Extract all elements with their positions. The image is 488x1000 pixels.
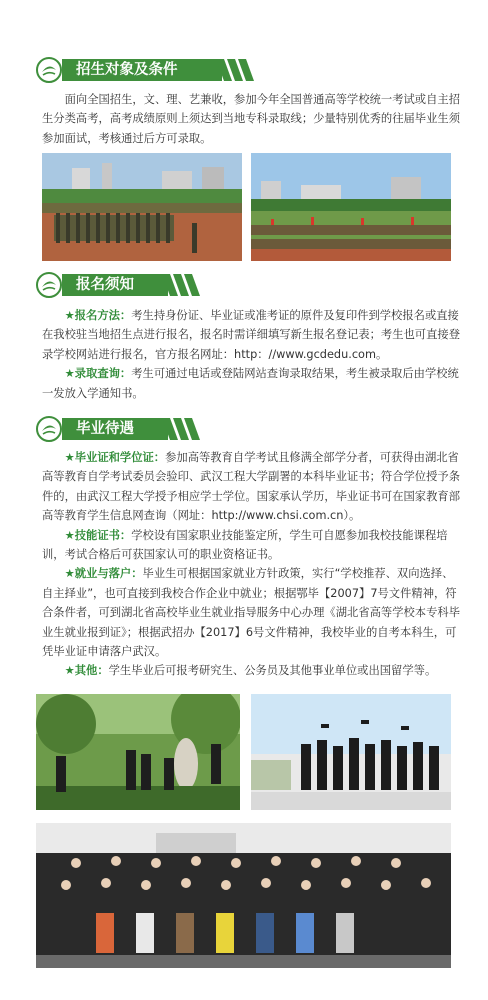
decorative-stripes: [216, 59, 256, 81]
admission-body: 面向全国招生，文、理、艺兼收，参加今年全国普通高等学校统一考试或自主招生分类高考，高考成绩原则上须达到当地专科录取线；少量特别优秀的往届毕业生须参加面试，考核通过后方可录取。: [42, 93, 460, 145]
graduation-body: [42, 448, 462, 681]
photo-graduation-group: [36, 823, 451, 968]
section-title: 招生对象及条件: [62, 59, 222, 81]
photo-military-parade: [42, 153, 242, 261]
section-title: 报名须知: [62, 274, 168, 296]
photo-garden-graduates: [36, 694, 240, 810]
registration-body: [42, 306, 462, 403]
graduation-item-skills: ★技能证书：学校设有国家职业技能鉴定所，学生可自愿参加我校技能课程培训，考试合格后可获国家认可的职业资格证书。: [42, 528, 448, 562]
photo-caps-in-air: [251, 694, 451, 810]
school-logo-icon: [36, 57, 62, 83]
registration-item-query: ★录取查询：考生可通过电话或登陆网站查询录取结果，考生被录取后由学校统一发放入学通知书。: [42, 367, 459, 400]
graduation-item-certificate: ★毕业证和学位证：参加高等教育自学考试且修满全部学分者，可获得由湖北省高等教育自学考试委员会验印、武汉工程大学副署的本科毕业证书；符合学位授予条件的，由武汉工程大学授予相应学士学位。国家承认学历，毕业证书可在国家教育部高等教育学生信息网查询（网址：http://www.chsi.com.cn）。: [42, 451, 460, 523]
registration-item-method: ★报名方法：考生持身份证、毕业证或准考证的原件及复印件到学校报名或直接在我校驻当地招生点进行报名，报名时需详细填写新生报名登记表；考生也可直接登录学校网站进行报名，官方报名网址：http：//www.gcdedu.com。: [42, 309, 460, 361]
photo-field-assembly: [251, 153, 451, 261]
section-title: 毕业待遇: [62, 418, 168, 440]
school-logo-icon: [36, 272, 62, 298]
decorative-stripes: [162, 418, 202, 440]
school-logo-icon: [36, 416, 62, 442]
decorative-stripes: [162, 274, 202, 296]
graduation-item-employment: ★就业与落户：毕业生可根据国家就业方针政策，实行“学校推荐、双向选择、自主择业”，也可直接到我校合作企业中就业；根据鄂毕【2007】7号文件精神，符合条件者，可到湖北省高校毕业生就业指导服务中心办理《湖北省高等学校本专科毕业生就业报到证》；根据武招办【2017】6号文件精神，我校毕业的自考本科生，可凭毕业证申请落户武汉。: [42, 567, 460, 659]
graduation-item-other: ★其他：学生毕业后可报考研究生、公务员及其他事业单位或出国留学等。: [64, 664, 437, 678]
